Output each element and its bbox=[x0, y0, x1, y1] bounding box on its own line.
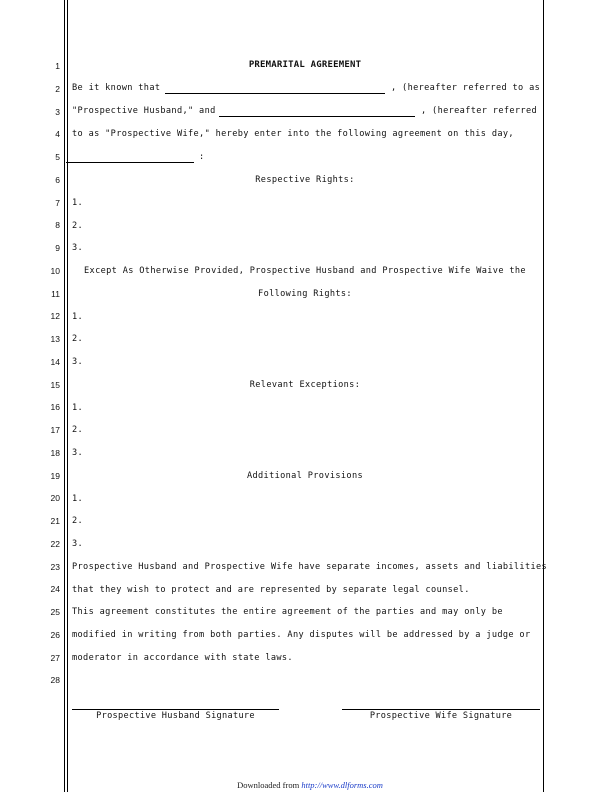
list-item: 3. bbox=[72, 448, 84, 458]
wife-signature-label: Prospective Wife Signature bbox=[369, 711, 513, 721]
line-number: 3 bbox=[55, 106, 60, 117]
line-number: 9 bbox=[55, 243, 60, 253]
list-item: 1. bbox=[72, 494, 84, 504]
waiver-heading-line-1: Except As Otherwise Provided, Prospective Husband and Prospective Wife Waive the bbox=[84, 266, 526, 276]
waiver-heading-line-2: Following Rights: bbox=[258, 289, 352, 299]
footer-download-note bbox=[170, 780, 450, 790]
wife-name-field[interactable] bbox=[219, 116, 415, 117]
line-number: 14 bbox=[50, 356, 60, 367]
line-number: 18 bbox=[50, 447, 60, 458]
intro-line-2-suffix: , (hereafter referred to as bbox=[391, 83, 541, 93]
wife-signature-line[interactable] bbox=[342, 709, 540, 710]
footer-link[interactable]: http://www.dlforms.com bbox=[301, 780, 383, 790]
list-item: 2. bbox=[72, 334, 84, 344]
intro-line-3-suffix: , (hereafter referred bbox=[421, 106, 538, 116]
line-number: 15 bbox=[50, 379, 60, 390]
closing-line-4: modified in writing from both parties. Any disputes will be addressed by a judge or bbox=[72, 630, 531, 640]
left-margin-rule-inner bbox=[67, 0, 68, 792]
closing-line-1: Prospective Husband and Prospective Wife have separate incomes, assets and liabilities bbox=[72, 562, 548, 572]
line-number: 5 bbox=[55, 152, 60, 162]
document-title: PREMARITAL AGREEMENT bbox=[248, 60, 362, 70]
line-number: 2 bbox=[55, 83, 60, 94]
line-number: 13 bbox=[50, 334, 60, 344]
line-number: 20 bbox=[50, 493, 60, 504]
husband-name-field[interactable] bbox=[165, 93, 385, 94]
line-number: 24 bbox=[50, 584, 60, 595]
line-number: 28 bbox=[50, 675, 60, 686]
line-number: 1 bbox=[55, 61, 60, 71]
line-number: 26 bbox=[50, 629, 60, 640]
line-number: 10 bbox=[50, 265, 60, 276]
left-margin-rule bbox=[64, 0, 65, 792]
line-number: 16 bbox=[50, 402, 60, 413]
exceptions-heading: Relevant Exceptions: bbox=[249, 380, 361, 390]
line-number: 21 bbox=[50, 516, 60, 526]
intro-line-2-prefix: Be it known that bbox=[72, 83, 161, 93]
line-number: 11 bbox=[51, 288, 60, 299]
line-number: 8 bbox=[55, 220, 60, 231]
list-item: 1. bbox=[72, 198, 84, 208]
list-item: 2. bbox=[72, 425, 84, 435]
right-margin-rule bbox=[543, 0, 544, 792]
line-number: 25 bbox=[50, 607, 60, 617]
agreement-date-field[interactable] bbox=[66, 162, 194, 163]
line-number: 27 bbox=[50, 652, 60, 663]
husband-signature-label: Prospective Husband Signature bbox=[96, 711, 255, 721]
line-number: 4 bbox=[55, 129, 60, 140]
intro-line-4: to as "Prospective Wife," hereby enter into the following agreement on this day, bbox=[72, 129, 514, 139]
line-number: 22 bbox=[50, 538, 60, 549]
intro-line-5-suffix: : bbox=[199, 152, 205, 162]
line-number: 12 bbox=[50, 311, 60, 322]
line-number: 17 bbox=[50, 425, 60, 435]
footer-prefix: Downloaded from bbox=[237, 780, 300, 790]
list-item: 3. bbox=[72, 243, 84, 253]
respective-rights-heading: Respective Rights: bbox=[255, 175, 355, 185]
closing-line-2: that they wish to protect and are represented by separate legal counsel. bbox=[72, 585, 470, 595]
line-number: 7 bbox=[55, 197, 60, 208]
list-item: 1. bbox=[72, 312, 84, 322]
list-item: 1. bbox=[72, 403, 84, 413]
list-item: 3. bbox=[72, 357, 84, 367]
additional-provisions-heading: Additional Provisions bbox=[246, 471, 363, 481]
line-number: 6 bbox=[55, 174, 60, 185]
list-item: 2. bbox=[72, 516, 84, 526]
list-item: 2. bbox=[72, 221, 84, 231]
line-number: 23 bbox=[50, 561, 60, 572]
closing-line-3: This agreement constitutes the entire agreement of the parties and may only be bbox=[72, 607, 503, 617]
intro-line-3-prefix: "Prospective Husband," and bbox=[72, 106, 216, 116]
list-item: 3. bbox=[72, 539, 84, 549]
husband-signature-line[interactable] bbox=[72, 709, 279, 710]
line-number: 19 bbox=[50, 470, 60, 481]
closing-line-5: moderator in accordance with state laws. bbox=[72, 653, 293, 663]
